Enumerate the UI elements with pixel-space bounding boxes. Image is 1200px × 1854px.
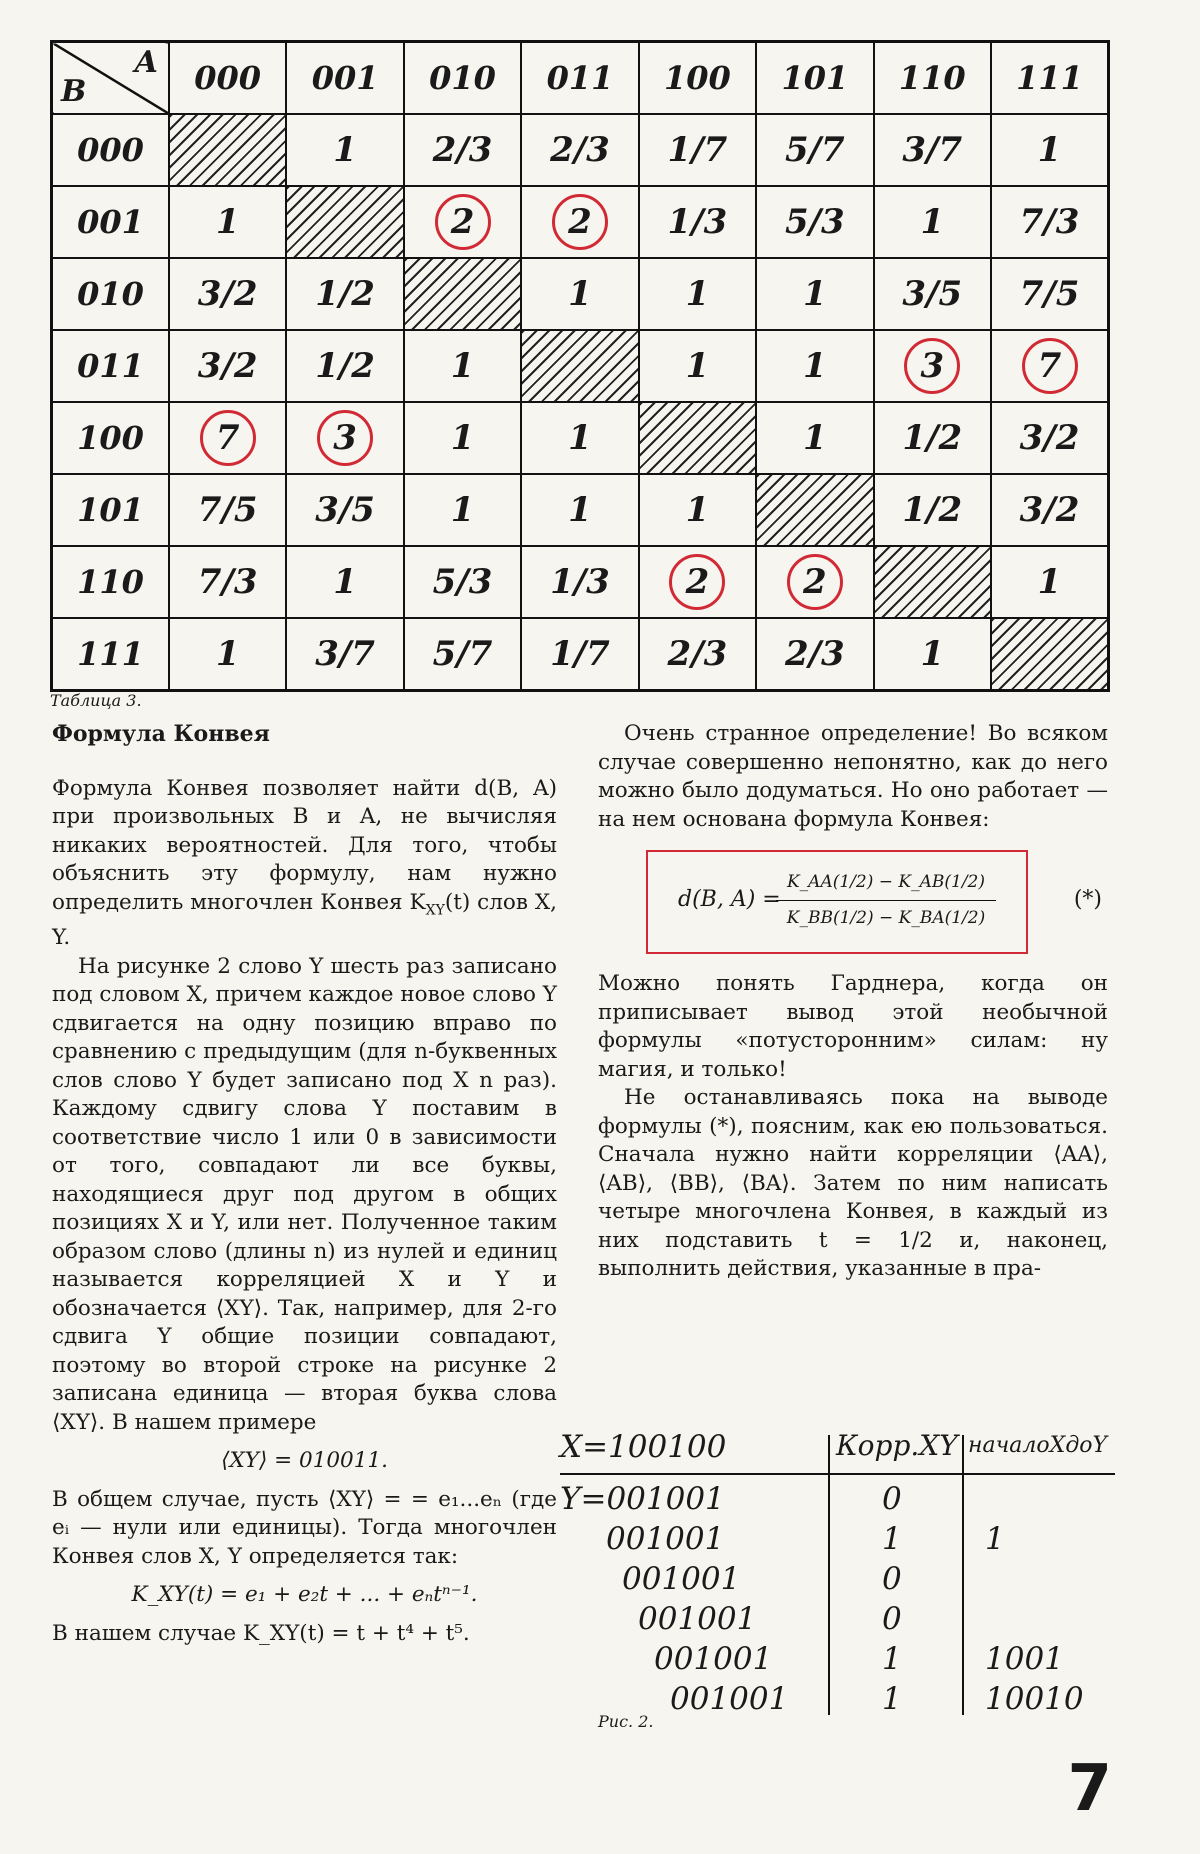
table-row (52, 402, 1109, 474)
figure-corr-value: 1 (882, 1681, 902, 1717)
diagonal-hatched-cell (521, 330, 638, 402)
diagonal-hatched-cell (639, 402, 756, 474)
row-header: 011 (52, 330, 169, 402)
column-header: 001 (286, 42, 403, 115)
table-cell: 1 (404, 402, 521, 474)
table-row (52, 474, 1109, 546)
row-header: 010 (52, 258, 169, 330)
row-header: 001 (52, 186, 169, 258)
table-cell: 3/2 (991, 402, 1109, 474)
table-row (52, 330, 1109, 402)
table-cell: 3/5 (286, 474, 403, 546)
right-column (598, 720, 1108, 1284)
table-cell: 1 (521, 402, 638, 474)
figure-corr-value: 1 (882, 1521, 902, 1557)
table-cell: 5/3 (404, 546, 521, 618)
diagonal-hatched-cell (286, 186, 403, 258)
table-cell: 1/2 (874, 474, 991, 546)
figure-header-x: X=100100 (560, 1429, 727, 1465)
table-cell: 1/2 (286, 330, 403, 402)
table-cell (756, 546, 873, 618)
corner-label-b: B (61, 74, 87, 109)
row-header: 101 (52, 474, 169, 546)
table-cell: 3/5 (874, 258, 991, 330)
figure-header-rule (560, 1473, 1115, 1475)
table-cell: 1 (169, 618, 286, 691)
figure-caption: Рис. 2. (598, 1712, 654, 1731)
table-cell: 7/3 (169, 546, 286, 618)
table-caption: Таблица 3. (50, 691, 142, 710)
table-cell (169, 402, 286, 474)
table-cell: 3/7 (286, 618, 403, 691)
figure-start-value: 1 (985, 1521, 1005, 1557)
table-3 (50, 40, 1110, 692)
column-header: 011 (521, 42, 638, 115)
row-header: 000 (52, 114, 169, 186)
table-cell: 1/7 (639, 114, 756, 186)
correlation-equation: ⟨XY⟩ = 010011. (221, 1448, 388, 1474)
figure-start-value: 1001 (985, 1641, 1064, 1677)
figure-divider-1 (828, 1435, 830, 1715)
table-cell (639, 546, 756, 618)
figure-word: 001001 (606, 1521, 725, 1557)
figure-divider-2 (962, 1435, 964, 1715)
paragraph-3: В общем случае, пусть ⟨XY⟩ = = e₁...eₙ (где eᵢ — нули или единицы). Тогда многочлен Конвея слов X, Y определяется так: (52, 1486, 557, 1569)
figure-2 (560, 1425, 1120, 1725)
table-row (52, 258, 1109, 330)
formula-tag: (*) (1073, 887, 1102, 912)
page-number: 7 (1067, 1752, 1112, 1826)
paragraph-7: Не останавливаясь пока на выводе формулы (*), поясним, как ею пользоваться. Сначала нужно найти корреляции ⟨AA⟩, ⟨AB⟩, ⟨BB⟩, ⟨BA⟩. Затем по ним написать четыре многочлена Конвея, в каждый из них подставить t = 1/2 и, наконец, выполнить действия, указанные в пра- (598, 1085, 1108, 1281)
table-cell: 1/7 (521, 618, 638, 691)
figure-corr-value: 0 (882, 1601, 902, 1637)
circled-value: 7 (200, 410, 256, 466)
diagonal-hatched-cell (404, 258, 521, 330)
table-row (52, 114, 1109, 186)
table-cell: 1 (286, 114, 403, 186)
table-cell: 1 (639, 330, 756, 402)
row-header: 100 (52, 402, 169, 474)
table-cell: 1 (874, 186, 991, 258)
table-cell: 5/7 (404, 618, 521, 691)
table-row (52, 546, 1109, 618)
circled-value: 3 (317, 410, 373, 466)
table-cell: 7/3 (991, 186, 1109, 258)
figure-word: 001001 (670, 1681, 789, 1717)
table-cell: 2/3 (404, 114, 521, 186)
table-cell: 1 (404, 474, 521, 546)
figure-corr-value: 1 (882, 1641, 902, 1677)
conway-formula-box (646, 850, 1102, 954)
table-cell: 3/2 (169, 258, 286, 330)
table-cell: 7/5 (169, 474, 286, 546)
paragraph-6: Можно понять Гарднера, когда он приписывает вывод этой необычной формулы «потусторонним» силам: ну магия, и только! (598, 971, 1108, 1082)
table-cell: 1 (874, 618, 991, 691)
circled-value: 7 (1022, 338, 1078, 394)
column-header: 101 (756, 42, 873, 115)
corner-label-a: A (134, 45, 158, 80)
circled-value: 2 (435, 194, 491, 250)
table-cell (521, 186, 638, 258)
table-cell: 2/3 (521, 114, 638, 186)
table-cell: 3/7 (874, 114, 991, 186)
column-header: 010 (404, 42, 521, 115)
table-cell: 1/3 (639, 186, 756, 258)
column-header: 111 (991, 42, 1109, 115)
circled-value: 2 (669, 554, 725, 610)
table-cell: 1 (639, 258, 756, 330)
table-cell: 1 (521, 474, 638, 546)
table-header-row (52, 42, 1109, 115)
formula-fraction (776, 868, 996, 932)
table-cell: 1 (991, 546, 1109, 618)
table-cell: 1 (756, 258, 873, 330)
table-cell: 1 (521, 258, 638, 330)
paragraph-2: На рисунке 2 слово Y шесть раз записано под словом X, причем каждое новое слово Y сдвигается на одну позицию вправо по сравнению с предыдущим (для n-буквенных слов слово Y будет записано под X n раз). Каждому сдвигу слова Y поставим в соответствие число 1 или 0 в зависимости от того, совпадают ли все буквы, находящиеся друг под другом в общих позициях X и Y, или нет. Полученное таким образом слово (длины n) из нулей и единиц называется корреляцией X и Y и обозначается ⟨XY⟩. Так, например, для 2-го сдвига Y общие позиции совпадают, поэтому во второй строке на рисунке 2 записана единица — вторая буква слова ⟨XY⟩. В нашем примере (52, 953, 557, 1435)
figure-word: 001001 (638, 1601, 757, 1637)
table-cell: 1/2 (286, 258, 403, 330)
conway-polynomial-definition: K_XY(t) = e₁ + e₂t + ... + eₙtⁿ⁻¹. (131, 1582, 478, 1608)
table-cell: 1 (639, 474, 756, 546)
circled-value: 3 (904, 338, 960, 394)
table-cell: 5/7 (756, 114, 873, 186)
figure-start-value: 10010 (985, 1681, 1084, 1717)
table-corner (52, 42, 169, 115)
figure-word: Y=001001 (560, 1481, 725, 1517)
table-cell (991, 330, 1109, 402)
formula-denominator: K_BB(1/2) − K_BA(1/2) (786, 907, 986, 928)
column-header: 100 (639, 42, 756, 115)
figure-word: 001001 (622, 1561, 741, 1597)
figure-header-start: началоXдоY (968, 1433, 1108, 1458)
table-cell: 3/2 (991, 474, 1109, 546)
table-cell: 1 (756, 402, 873, 474)
table-cell: 1 (286, 546, 403, 618)
paragraph-1: Формула Конвея позволяет найти d(B, A) при произвольных B и A, не вычисляя никаких вероятностей. Для того, чтобы объяснить эту формулу, нам нужно определить многочлен Конвея $K_{XY}(t)$ слов X, Y. (52, 775, 557, 951)
paragraph-4: В нашем случае K_XY(t) = t + t⁴ + t⁵. (52, 1620, 470, 1646)
column-header: 000 (169, 42, 286, 115)
table-cell (874, 330, 991, 402)
table-row (52, 618, 1109, 691)
table-cell: 7/5 (991, 258, 1109, 330)
formula-lhs: d(B, A) = (678, 887, 781, 912)
table-cell: 1 (756, 330, 873, 402)
diagonal-hatched-cell (169, 114, 286, 186)
table-cell: 1 (404, 330, 521, 402)
table-cell: 2/3 (639, 618, 756, 691)
table-cell: 1 (991, 114, 1109, 186)
row-header: 111 (52, 618, 169, 691)
table-cell: 3/2 (169, 330, 286, 402)
section-heading: Формула Конвея (52, 721, 270, 747)
table-cell (404, 186, 521, 258)
row-header: 110 (52, 546, 169, 618)
figure-corr-value: 0 (882, 1481, 902, 1517)
diagonal-hatched-cell (991, 618, 1109, 691)
circled-value: 2 (552, 194, 608, 250)
left-column (52, 720, 557, 1648)
table-cell: 2/3 (756, 618, 873, 691)
formula-numerator: K_AA(1/2) − K_AB(1/2) (776, 868, 996, 901)
paragraph-5: Очень странное определение! Во всяком случае совершенно непонятно, как до него можно было додуматься. Но оно работает — на нем основана формула Конвея: (598, 721, 1108, 832)
diagonal-hatched-cell (874, 546, 991, 618)
circled-value: 2 (787, 554, 843, 610)
table-row (52, 186, 1109, 258)
table-cell: 1/2 (874, 402, 991, 474)
table-cell: 5/3 (756, 186, 873, 258)
figure-word: 001001 (654, 1641, 773, 1677)
figure-corr-value: 0 (882, 1561, 902, 1597)
table-cell (286, 402, 403, 474)
diagonal-hatched-cell (756, 474, 873, 546)
table-cell: 1/3 (521, 546, 638, 618)
table-cell: 1 (169, 186, 286, 258)
figure-header-corr: Корр.XY (836, 1429, 958, 1462)
column-header: 110 (874, 42, 991, 115)
